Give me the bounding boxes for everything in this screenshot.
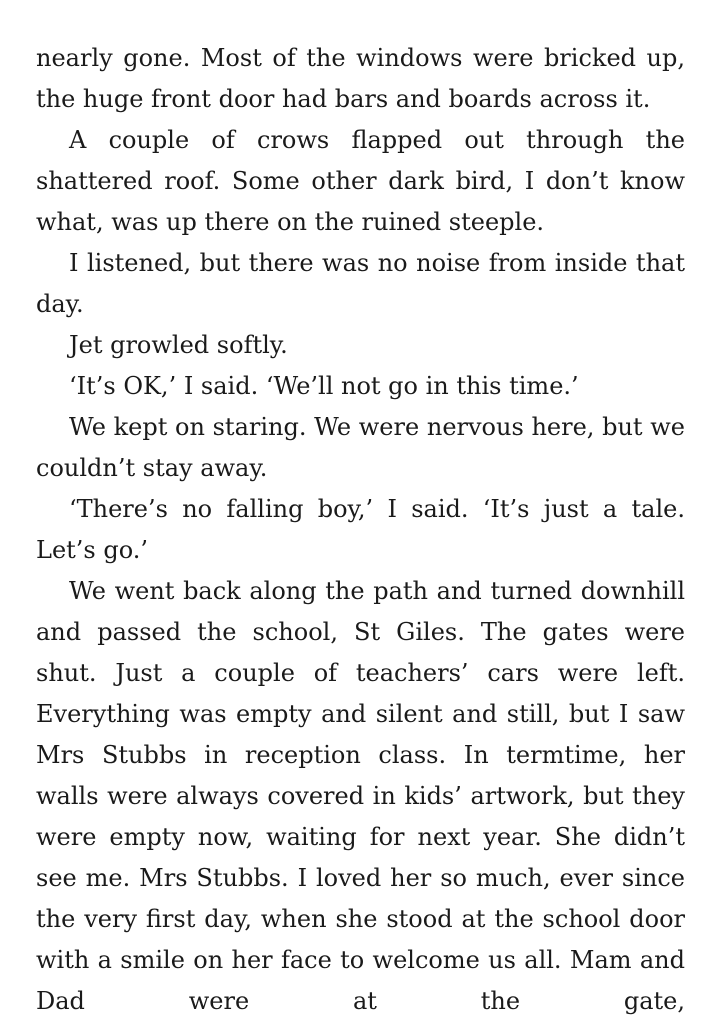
paragraph-1: nearly gone. Most of the windows were bricked up, the huge front door had bars and boards across it. (36, 44, 685, 113)
paragraph-2: A couple of crows flapped out through the shattered roof. Some other dark bird, I don’t know what, was up there on the ruined steeple. (36, 126, 685, 236)
paragraph-7: ‘There’s no falling boy,’ I said. ‘It’s just a tale. Let’s go.’ (36, 495, 685, 564)
paragraph-4: Jet growled softly. (69, 331, 288, 359)
paragraph-8: We went back along the path and turned downhill and passed the school, St Giles. The gates were shut. Just a couple of teachers’ cars were left. Everything was empty and silent and still, but I saw Mrs Stubbs in reception class. In termtime, her walls were always covered in kids’ artwork, but they were empty now, waiting for next year. She didn’t see me. Mrs Stubbs. I loved her so much, ever since the very first day, when she stood at the school door with a smile on her face to welcome us all. Mam and Dad were at the gate, (36, 577, 685, 1015)
paragraph-6: We kept on staring. We were nervous here, but we couldn’t stay away. (36, 413, 685, 482)
paragraph-5: ‘It’s OK,’ I said. ‘We’ll not go in this time.’ (69, 372, 579, 400)
paragraph-3: I listened, but there was no noise from inside that day. (36, 249, 685, 318)
book-page (36, 38, 685, 1022)
